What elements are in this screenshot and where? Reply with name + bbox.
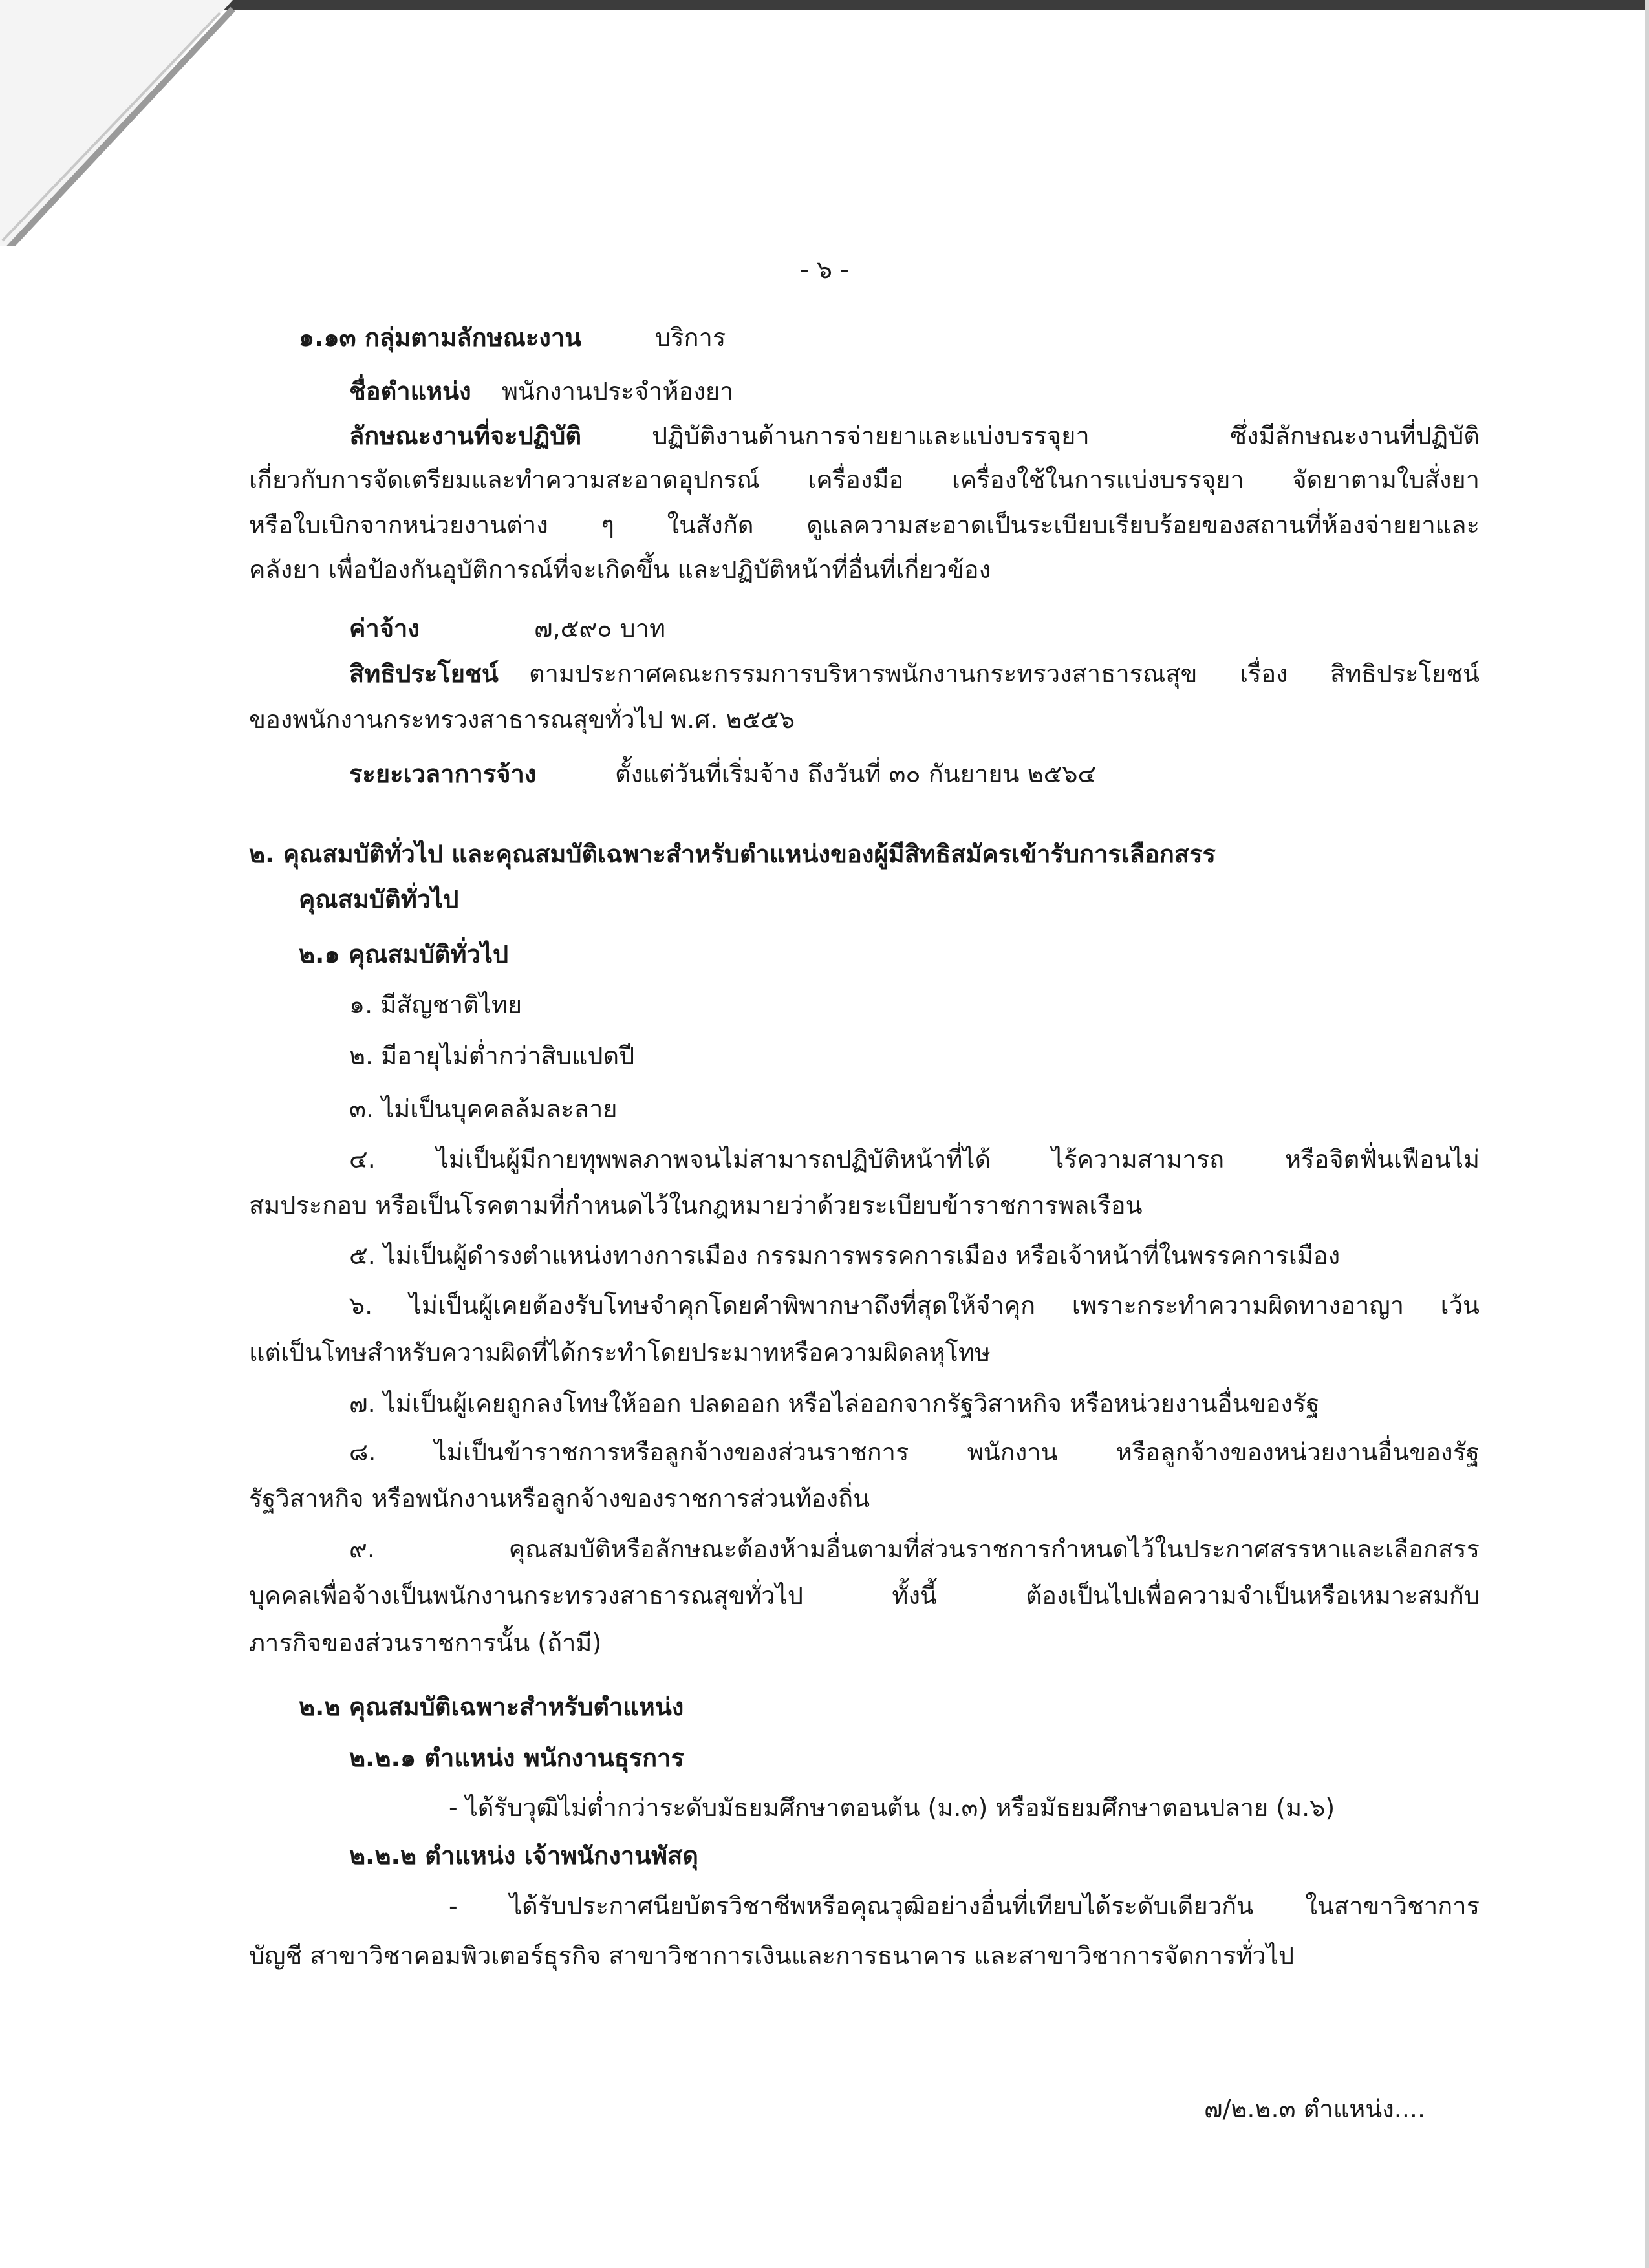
benefit-line-1: ตามประกาศคณะกรรมการบริหารพนักงานกระทรวงสาธารณสุข เรื่อง สิทธิประโยชน์ xyxy=(529,659,1480,688)
section-1-13-label: ๑.๑๓ กลุ่มตามลักษณะงาน xyxy=(299,323,582,352)
scan-top-border xyxy=(0,0,1649,10)
position-label: ชื่อตำแหน่ง xyxy=(349,377,471,405)
qualification-item-9-line-2: บุคคลเพื่อจ้างเป็นพนักงานกระทรวงสาธารณสุขทั่วไป ทั้งนี้ ต้องเป็นไปเพื่อความจำเป็นหรือเหมาะสมกับ xyxy=(249,1581,1480,1610)
wage-value: ๗,๕๙๐ บาท xyxy=(534,614,666,643)
qualification-item-6-line-1: ๖. ไม่เป็นผู้เคยต้องรับโทษจำคุกโดยคำพิพากษาถึงที่สุดให้จำคุก เพราะกระทำความผิดทางอาญา เว้น xyxy=(349,1291,1480,1320)
qualification-item-5: ๕. ไม่เป็นผู้ดำรงตำแหน่งทางการเมือง กรรมการพรรคการเมือง หรือเจ้าหน้าที่ในพรรคการเมือง xyxy=(349,1241,1341,1270)
duty-line-4: คลังยา เพื่อป้องกันอุบัติการณ์ที่จะเกิดขึ้น และปฏิบัติหน้าที่อื่นที่เกี่ยวข้อง xyxy=(249,555,991,584)
section-2-2-2-qualification-line-2: บัญชี สาขาวิชาคอมพิวเตอร์ธุรกิจ สาขาวิชาการเงินและการธนาคาร และสาขาวิชาการจัดการทั่วไป xyxy=(249,1942,1295,1970)
section-1-13-value: บริการ xyxy=(655,323,726,352)
qualification-item-7: ๗. ไม่เป็นผู้เคยถูกลงโทษให้ออก ปลดออก หรือไล่ออกจากรัฐวิสาหกิจ หรือหน่วยงานอื่นของรัฐ xyxy=(349,1389,1320,1418)
period-label: ระยะเวลาการจ้าง xyxy=(349,760,537,788)
qualification-item-8-line-1: ๘. ไม่เป็นข้าราชการหรือลูกจ้างของส่วนราชการ พนักงาน หรือลูกจ้างของหน่วยงานอื่นของรัฐ xyxy=(349,1438,1480,1466)
duty-line-1: ปฏิบัติงานด้านการจ่ายยาและแบ่งบรรจุยา ซึ่งมีลักษณะงานที่ปฏิบัติ xyxy=(652,422,1480,450)
duty-label: ลักษณะงานที่จะปฏิบัติ xyxy=(349,422,582,450)
page-number: - ๖ - xyxy=(800,255,849,284)
section-2-2-1-qualification: - ได้รับวุฒิไม่ต่ำกว่าระดับมัธยมศึกษาตอนต้น (ม.๓) หรือมัธยมศึกษาตอนปลาย (ม.๖) xyxy=(449,1793,1335,1822)
qualification-item-9-line-1: ๙. คุณสมบัติหรือลักษณะต้องห้ามอื่นตามที่ส่วนราชการกำหนดไว้ในประกาศสรรหาและเลือกสรร xyxy=(349,1535,1480,1563)
scan-right-border xyxy=(1645,0,1649,2268)
folded-corner xyxy=(0,0,246,246)
section-2-2-2-heading: ๒.๒.๒ ตำแหน่ง เจ้าพนักงานพัสดุ xyxy=(349,1841,698,1870)
position-value: พนักงานประจำห้องยา xyxy=(502,377,734,405)
period-value: ตั้งแต่วันที่เริ่มจ้าง ถึงวันที่ ๓๐ กันยายน ๒๕๖๔ xyxy=(615,760,1097,788)
qualification-item-3: ๓. ไม่เป็นบุคคลล้มละลาย xyxy=(349,1095,618,1123)
section-2-2-2-qualification-line-1: - ได้รับประกาศนียบัตรวิชาชีพหรือคุณวุฒิอย่างอื่นที่เทียบได้ระดับเดียวกัน ในสาขาวิชาการ xyxy=(449,1892,1480,1920)
duty-line-2: เกี่ยวกับการจัดเตรียมและทำความสะอาดอุปกรณ์ เครื่องมือ เครื่องใช้ในการแบ่งบรรจุยา จัดยาตามใบสั่งยา xyxy=(249,465,1480,494)
wage-label: ค่าจ้าง xyxy=(349,614,420,643)
qualification-item-2: ๒. มีอายุไม่ต่ำกว่าสิบแปดปี xyxy=(349,1042,635,1070)
continuation-note: ๗/๒.๒.๓ ตำแหน่ง.... xyxy=(1204,2095,1426,2123)
qualification-item-9-line-3: ภารกิจของส่วนราชการนั้น (ถ้ามี) xyxy=(249,1629,602,1657)
section-2-1-heading: ๒.๑ คุณสมบัติทั่วไป xyxy=(299,940,509,968)
qualification-item-4-line-1: ๔. ไม่เป็นผู้มีกายทุพพลภาพจนไม่สามารถปฏิบัติหน้าที่ได้ ไร้ความสามารถ หรือจิตฟั่นเฟือนไม่ xyxy=(349,1145,1480,1173)
section-2-2-heading: ๒.๒ คุณสมบัติเฉพาะสำหรับตำแหน่ง xyxy=(299,1693,684,1721)
qualification-item-6-line-2: แต่เป็นโทษสำหรับความผิดที่ได้กระทำโดยประมาทหรือความผิดลหุโทษ xyxy=(249,1338,991,1367)
section-2-subheading: คุณสมบัติทั่วไป xyxy=(299,885,459,914)
qualification-item-4-line-2: สมประกอบ หรือเป็นโรคตามที่กำหนดไว้ในกฎหมายว่าด้วยระเบียบข้าราชการพลเรือน xyxy=(249,1191,1143,1219)
benefit-line-2: ของพนักงานกระทรวงสาธารณสุขทั่วไป พ.ศ. ๒๕๕๖ xyxy=(249,705,795,734)
section-2-2-1-heading: ๒.๒.๑ ตำแหน่ง พนักงานธุรการ xyxy=(349,1744,684,1772)
duty-line-3: หรือใบเบิกจากหน่วยงานต่าง ๆ ในสังกัด ดูแลความสะอาดเป็นระเบียบเรียบร้อยของสถานที่ห้องจ่ายยาและ xyxy=(249,511,1480,539)
section-2-heading: ๒. คุณสมบัติทั่วไป และคุณสมบัติเฉพาะสำหรับตำแหน่งของผู้มีสิทธิสมัครเข้ารับการเลือกสรร xyxy=(249,840,1216,868)
benefit-label: สิทธิประโยชน์ xyxy=(349,659,499,688)
qualification-item-1: ๑. มีสัญชาติไทย xyxy=(349,990,523,1019)
qualification-item-8-line-2: รัฐวิสาหกิจ หรือพนักงานหรือลูกจ้างของราชการส่วนท้องถิ่น xyxy=(249,1484,870,1513)
